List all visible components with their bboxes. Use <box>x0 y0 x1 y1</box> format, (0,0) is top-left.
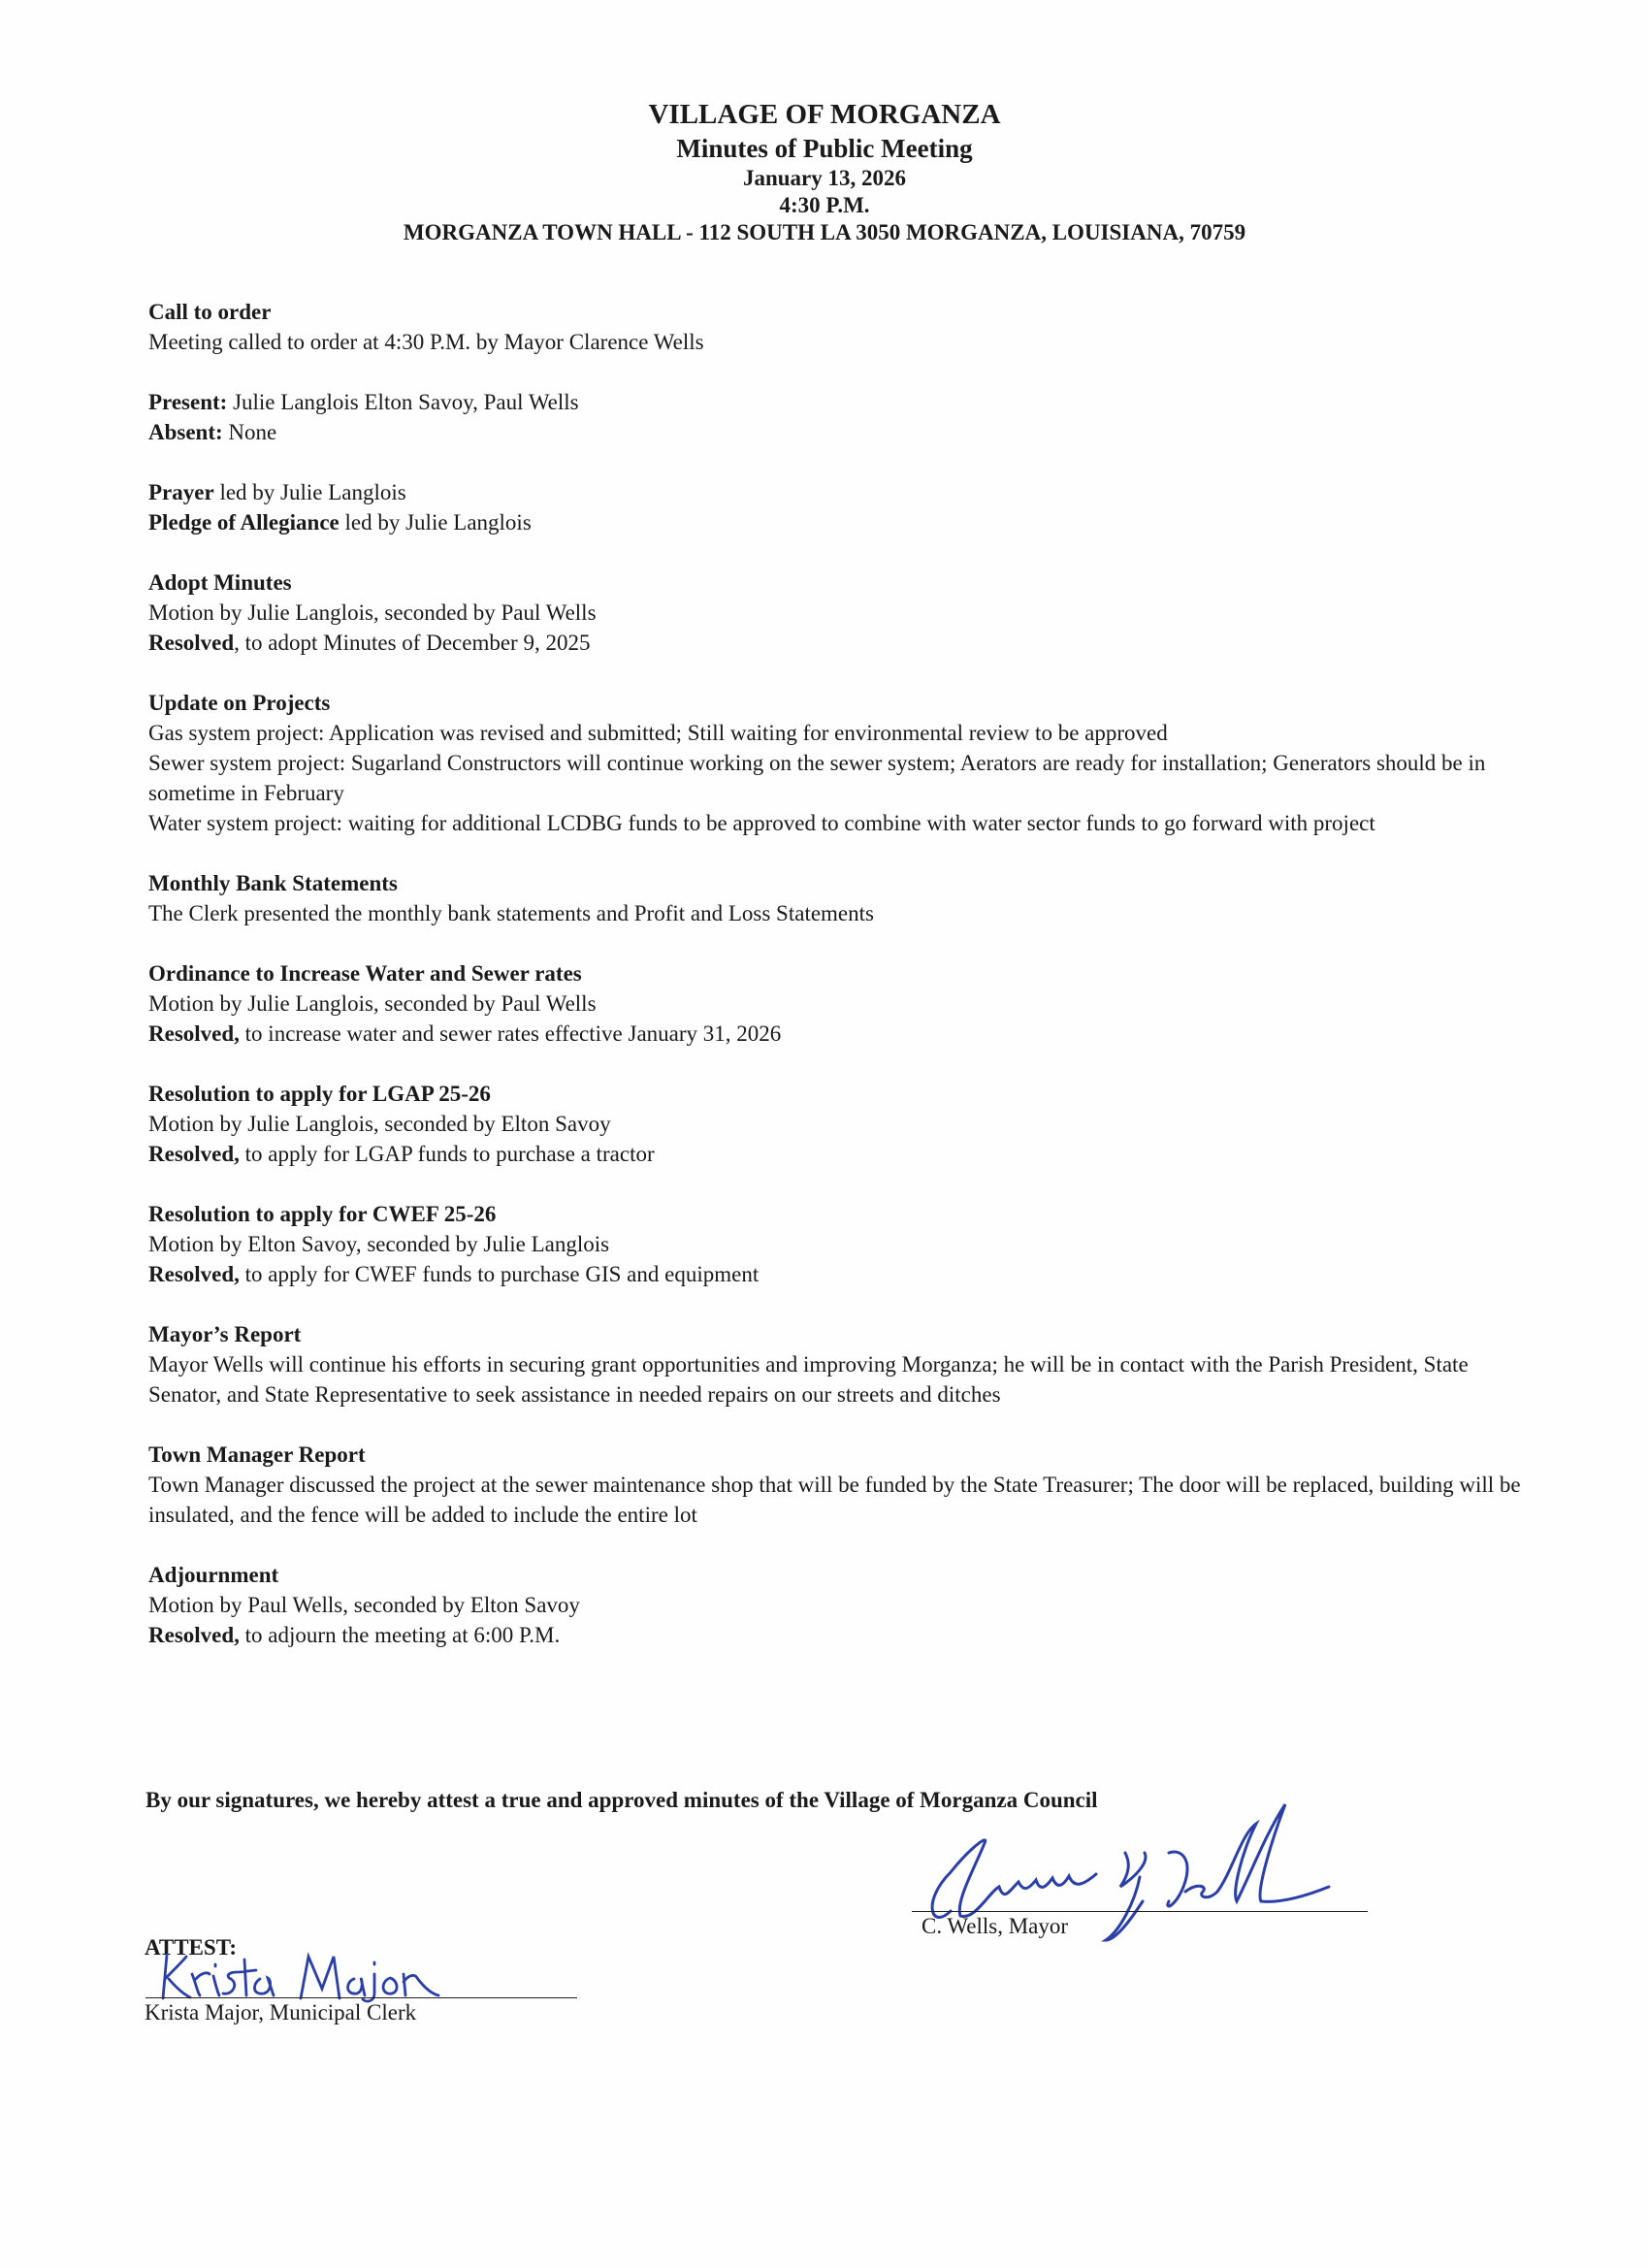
resolved-text: to apply for LGAP funds to purchase a tractor <box>239 1142 655 1166</box>
section-lgap <box>148 1079 1526 1169</box>
section-mayor-report <box>148 1319 1526 1409</box>
motion-line: Motion by Julie Langlois, seconded by Paul Wells <box>148 600 597 625</box>
motion-line: Motion by Paul Wells, seconded by Elton Savoy <box>148 1593 580 1617</box>
resolved-label: Resolved <box>148 631 235 655</box>
section-heading: Resolution to apply for CWEF 25-26 <box>148 1202 497 1226</box>
meeting-date: January 13, 2026 <box>742 166 907 190</box>
section-call-to-order <box>148 297 1526 357</box>
resolved-line <box>148 1259 1526 1289</box>
section-text: Meeting called to order at 4:30 P.M. by Mayor Clarence Wells <box>148 330 704 354</box>
section-heading: Mayor’s Report <box>148 1322 302 1346</box>
attestation-statement: By our signatures, we hereby attest a true and approved minutes of the Village of Morganza Council <box>146 1788 1098 1812</box>
section-town-manager <box>148 1440 1526 1530</box>
minutes-body <box>148 297 1526 1650</box>
resolved-text: to increase water and sewer rates effective January 31, 2026 <box>239 1021 782 1046</box>
prayer-line <box>148 477 1526 507</box>
prayer-value: led by Julie Langlois <box>213 480 406 504</box>
resolved-line <box>148 1019 1526 1049</box>
prayer-label: Prayer <box>148 480 214 504</box>
section-heading: Ordinance to Increase Water and Sewer rates <box>148 961 582 986</box>
section-text: Town Manager discussed the project at the sewer maintenance shop that will be funded by the State Treasurer; The door will be replaced, building will be insulated, and the fence will be added to include the entire lot <box>148 1473 1521 1527</box>
project-sewer: Sewer system project: Sugarland Constructors will continue working on the sewer system; Aerators are ready for installation; Generators should be in sometime in February <box>148 751 1486 805</box>
motion-line: Motion by Julie Langlois, seconded by Paul Wells <box>148 991 597 1016</box>
resolved-label: Resolved, <box>148 1262 240 1286</box>
section-adjournment <box>148 1560 1526 1650</box>
section-ordinance <box>148 958 1526 1049</box>
pledge-label: Pledge of Allegiance <box>148 510 340 535</box>
resolved-line <box>148 628 1526 658</box>
section-heading: Call to order <box>148 300 272 324</box>
motion-line: Motion by Julie Langlois, seconded by Elton Savoy <box>148 1112 611 1136</box>
resolved-line <box>148 1620 1526 1650</box>
pledge-line <box>148 507 1526 537</box>
section-heading: Adjournment <box>148 1563 279 1587</box>
resolved-label: Resolved, <box>148 1623 240 1647</box>
present-label: Present: <box>148 390 228 414</box>
resolved-label: Resolved, <box>148 1142 240 1166</box>
absent-line <box>148 417 1526 447</box>
section-heading: Town Manager Report <box>148 1442 366 1467</box>
org-name: VILLAGE OF MORGANZA <box>648 99 1001 130</box>
meeting-time: 4:30 P.M. <box>779 193 870 217</box>
document-header <box>0 97 1649 246</box>
attest-label: ATTEST: <box>145 1935 238 1960</box>
section-text: Mayor Wells will continue his efforts in securing grant opportunities and improving Morganza; he will be in contact with the Parish President, State Senator, and State Representative to seek assistance in needed repairs on our streets and ditches <box>148 1352 1469 1407</box>
section-adopt-minutes <box>148 567 1526 658</box>
section-attendance <box>148 387 1526 447</box>
resolved-line <box>148 1139 1526 1169</box>
present-line <box>148 387 1526 417</box>
meeting-location: MORGANZA TOWN HALL - 112 SOUTH LA 3050 MORGANZA, LOUISIANA, 70759 <box>403 220 1246 244</box>
section-cwef <box>148 1199 1526 1289</box>
section-heading: Adopt Minutes <box>148 570 292 595</box>
absent-label: Absent: <box>148 420 223 444</box>
section-heading: Resolution to apply for LGAP 25-26 <box>148 1082 491 1106</box>
document-title: Minutes of Public Meeting <box>676 134 973 163</box>
section-bank-statements <box>148 868 1526 928</box>
present-value: Julie Langlois Elton Savoy, Paul Wells <box>227 390 579 414</box>
section-heading: Monthly Bank Statements <box>148 871 398 895</box>
mayor-signature-line <box>912 1911 1368 1912</box>
resolved-text: , to adopt Minutes of December 9, 2025 <box>234 631 591 655</box>
motion-line: Motion by Elton Savoy, seconded by Julie Langlois <box>148 1232 610 1256</box>
clerk-signature-line <box>146 1997 577 1998</box>
mayor-name-label: C. Wells, Mayor <box>922 1914 1069 1938</box>
resolved-text: to apply for CWEF funds to purchase GIS and equipment <box>239 1262 760 1286</box>
resolved-label: Resolved, <box>148 1021 240 1046</box>
section-text: The Clerk presented the monthly bank statements and Profit and Loss Statements <box>148 901 874 925</box>
pledge-value: led by Julie Langlois <box>339 510 532 535</box>
project-water: Water system project: waiting for additional LCDBG funds to be approved to combine with water sector funds to go forward with project <box>148 811 1375 835</box>
section-projects <box>148 688 1526 838</box>
section-heading: Update on Projects <box>148 691 331 715</box>
absent-value: None <box>222 420 277 444</box>
clerk-name-label: Krista Major, Municipal Clerk <box>145 2000 417 2025</box>
project-gas: Gas system project: Application was revised and submitted; Still waiting for environmental review to be approved <box>148 721 1168 745</box>
resolved-text: to adjourn the meeting at 6:00 P.M. <box>239 1623 561 1647</box>
section-opening <box>148 477 1526 537</box>
clerk-signature <box>155 1945 466 2003</box>
